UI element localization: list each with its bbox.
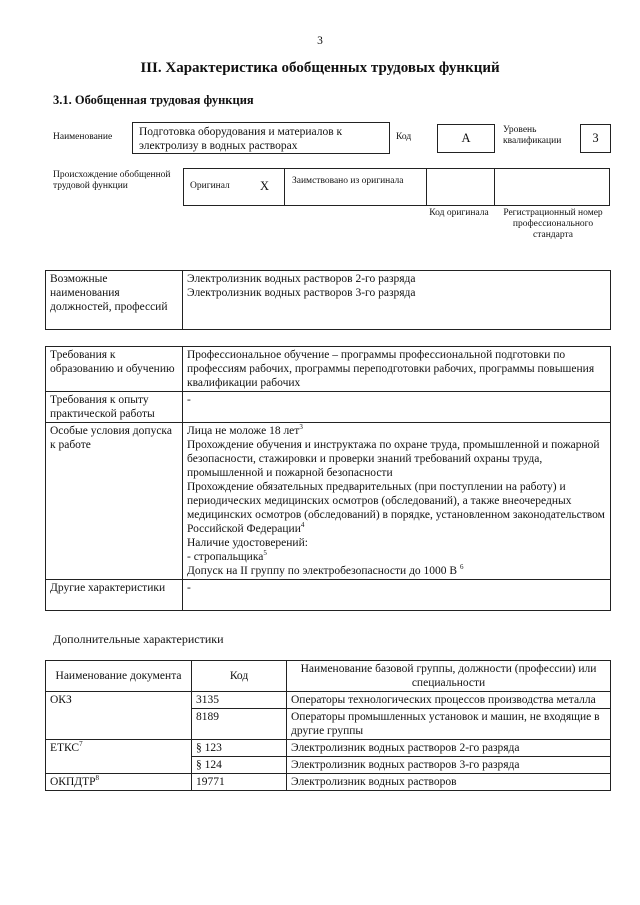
age-text: Лица не моложе 18 лет [187, 425, 300, 437]
divider [494, 169, 495, 205]
special-value [183, 423, 611, 580]
special-rigger [187, 550, 606, 564]
other-value: - [183, 580, 611, 611]
original-label: Оригинал [190, 181, 230, 191]
education-value: Профессиональное обучение – программы профессиональной подготовки по профессиям рабочих, программы переподготовки рабочих, программы повышения квалификации рабочих [183, 347, 611, 392]
code-cell: 8189 [192, 709, 287, 740]
name-cell: Электролизник водных растворов [287, 774, 611, 791]
header-document: Наименование документа [46, 661, 192, 692]
positions-values [183, 271, 611, 330]
other-label: Другие характеристики [46, 580, 183, 611]
code-cell: 19771 [192, 774, 287, 791]
section-title: III. Характеристика обобщенных трудовых функций [140, 60, 500, 76]
page-number: 3 [317, 35, 323, 47]
footnote-8: 8 [95, 774, 100, 783]
level-value: 3 [580, 124, 611, 153]
origin-label: Происхождение обобщенной трудовой функции [53, 170, 171, 191]
requirements-table [45, 346, 611, 611]
header-code: Код [192, 661, 287, 692]
divider [426, 169, 427, 205]
medical-text: Прохождение обязательных предварительных (при поступлении на работу) и периодических медицинских осмотров (обследований), а также внеочередных медицинских осмотров (обследований) в порядке, установленном законодательством Российской Федерации [187, 481, 605, 535]
reg-number-caption: Регистрационный номер профессионального стандарта [503, 208, 603, 240]
additional-title: Дополнительные характеристики [53, 632, 224, 646]
doc-okpdtr [46, 774, 192, 791]
positions-label: Возможные наименования должностей, профессий [46, 271, 183, 330]
doc-etks-text: ЕТКС [50, 742, 80, 754]
code-original-caption: Код оригинала [429, 208, 489, 218]
experience-value: - [183, 392, 611, 423]
special-certificates: Наличие удостоверений: [187, 537, 308, 549]
code-value: А [437, 124, 495, 153]
special-electro [187, 564, 606, 578]
subsection-title: 3.1. Обобщенная трудовая функция [53, 93, 254, 107]
positions-table [45, 270, 611, 330]
footnote-5: 5 [263, 549, 267, 558]
name-cell: Электролизник водных растворов 3-го разряда [287, 757, 611, 774]
footnote-6: 6 [459, 563, 464, 572]
name-label: Наименование [53, 132, 113, 142]
footnote-4: 4 [300, 521, 305, 530]
divider [284, 169, 285, 205]
doc-okpdtr-text: ОКПДТР [50, 776, 96, 788]
rigger-text: - стропальщика [187, 551, 264, 563]
code-cell: 3135 [192, 692, 287, 709]
special-label: Особые условия допуска к работе [46, 423, 183, 580]
header-group-name: Наименование базовой группы, должности (профессии) или специальности [287, 661, 611, 692]
special-age [187, 424, 606, 438]
doc-okz: ОКЗ [46, 692, 192, 740]
electro-text: Допуск на II группу по электробезопасности до 1000 В [187, 565, 458, 577]
code-cell: § 124 [192, 757, 287, 774]
level-label: Уровень квалификации [503, 125, 562, 146]
additional-table [45, 660, 611, 791]
doc-etks [46, 740, 192, 774]
code-label: Код [396, 132, 412, 142]
name-cell: Операторы промышленных установок и машин, не входящие в другие группы [287, 709, 611, 740]
name-value: Подготовка оборудования и материалов к электролизу в водных растворах [132, 122, 390, 154]
experience-label: Требования к опыту практической работы [46, 392, 183, 423]
special-medical [187, 480, 606, 536]
footnote-7: 7 [79, 740, 83, 749]
borrowed-label: Заимствовано из оригинала [292, 176, 404, 186]
origin-box [183, 168, 610, 206]
position-item: Электролизник водных растворов 2-го разряда [187, 273, 416, 285]
footnote-3: 3 [299, 423, 303, 432]
name-cell: Электролизник водных растворов 2-го разряда [287, 740, 611, 757]
name-cell: Операторы технологических процессов производства металла [287, 692, 611, 709]
special-training: Прохождение обучения и инструктажа по охране труда, промышленной и пожарной безопасности, стажировки и проверки знаний требований охраны труда, промышленной и пожарной безопасности [187, 439, 600, 479]
education-label: Требования к образованию и обучению [46, 347, 183, 392]
position-item: Электролизник водных растворов 3-го разряда [187, 287, 416, 299]
code-cell: § 123 [192, 740, 287, 757]
original-mark: X [260, 179, 270, 193]
